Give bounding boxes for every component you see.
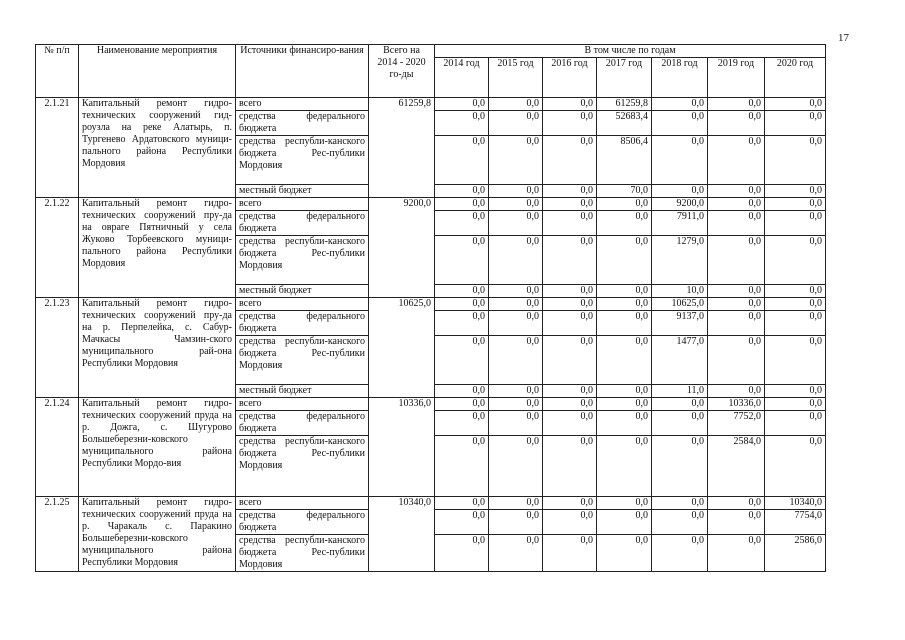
- row-number: 2.1.25: [36, 497, 79, 572]
- year-value: 7754,0: [765, 510, 826, 535]
- year-value: 0,0: [543, 211, 597, 236]
- year-value: 0,0: [597, 411, 652, 436]
- year-value: 0,0: [708, 236, 765, 285]
- year-value: 0,0: [543, 336, 597, 385]
- year-value: 0,0: [597, 298, 652, 311]
- year-value: 0,0: [435, 98, 489, 111]
- table-row: [36, 198, 826, 211]
- year-value: 0,0: [489, 136, 543, 185]
- year-value: 0,0: [765, 98, 826, 111]
- year-value: 0,0: [765, 311, 826, 336]
- year-value: 0,0: [543, 198, 597, 211]
- year-value: 0,0: [652, 436, 708, 497]
- year-value: 0,0: [597, 436, 652, 497]
- year-value: 0,0: [489, 185, 543, 198]
- funding-source: всего: [236, 497, 369, 510]
- year-value: 0,0: [489, 311, 543, 336]
- year-value: 0,0: [435, 111, 489, 136]
- year-value: 0,0: [435, 285, 489, 298]
- year-value: 10625,0: [652, 298, 708, 311]
- page-number: 17: [838, 32, 849, 44]
- funding-source: средства федерального бюджета: [236, 111, 369, 136]
- year-value: 0,0: [489, 436, 543, 497]
- row-number: 2.1.23: [36, 298, 79, 398]
- header-year: 2016 год: [543, 58, 597, 98]
- year-value: 0,0: [652, 497, 708, 510]
- header-source: Источники финансиро-вания: [236, 45, 369, 98]
- year-value: 0,0: [435, 385, 489, 398]
- year-value: 0,0: [765, 211, 826, 236]
- year-value: 0,0: [489, 385, 543, 398]
- budget-table: [35, 44, 826, 572]
- year-value: 0,0: [652, 185, 708, 198]
- funding-source: средства федерального бюджета: [236, 411, 369, 436]
- year-value: 0,0: [597, 535, 652, 572]
- year-value: 0,0: [435, 198, 489, 211]
- header-num: № п/п: [36, 45, 79, 98]
- year-value: 0,0: [765, 298, 826, 311]
- year-value: 2584,0: [708, 436, 765, 497]
- year-value: 0,0: [597, 311, 652, 336]
- funding-source: всего: [236, 298, 369, 311]
- total-value: 10340,0: [369, 497, 435, 572]
- year-value: 0,0: [489, 98, 543, 111]
- year-value: 0,0: [708, 136, 765, 185]
- total-value: 61259,8: [369, 98, 435, 198]
- year-value: 11,0: [652, 385, 708, 398]
- year-value: 0,0: [435, 298, 489, 311]
- year-value: 0,0: [708, 185, 765, 198]
- header-year: 2017 год: [597, 58, 652, 98]
- total-value: 10336,0: [369, 398, 435, 497]
- year-value: 0,0: [597, 198, 652, 211]
- year-value: 0,0: [435, 510, 489, 535]
- year-value: 8506,4: [597, 136, 652, 185]
- year-value: 0,0: [708, 98, 765, 111]
- year-value: 0,0: [652, 136, 708, 185]
- total-value: 10625,0: [369, 298, 435, 398]
- year-value: 0,0: [435, 236, 489, 285]
- year-value: 0,0: [543, 398, 597, 411]
- year-value: 0,0: [597, 236, 652, 285]
- funding-source: средства республи-канского бюджета Рес-публики Мордовия: [236, 136, 369, 185]
- year-value: 0,0: [708, 298, 765, 311]
- year-value: 0,0: [543, 298, 597, 311]
- year-value: 0,0: [435, 398, 489, 411]
- year-value: 0,0: [543, 510, 597, 535]
- year-value: 10340,0: [765, 497, 826, 510]
- year-value: 0,0: [489, 398, 543, 411]
- year-value: 0,0: [765, 336, 826, 385]
- year-value: 0,0: [489, 497, 543, 510]
- year-value: 0,0: [435, 311, 489, 336]
- year-value: 0,0: [489, 285, 543, 298]
- funding-source: средства республи-канского бюджета Рес-публики Мордовия: [236, 436, 369, 497]
- year-value: 0,0: [435, 436, 489, 497]
- year-value: 0,0: [765, 236, 826, 285]
- year-value: 0,0: [489, 236, 543, 285]
- year-value: 0,0: [652, 510, 708, 535]
- header-by-years: В том числе по годам: [435, 45, 826, 58]
- funding-source: всего: [236, 98, 369, 111]
- table-row: [36, 398, 826, 411]
- year-value: 0,0: [597, 285, 652, 298]
- header-year: 2019 год: [708, 58, 765, 98]
- year-value: 0,0: [543, 535, 597, 572]
- year-value: 9137,0: [652, 311, 708, 336]
- measure-name: Капитальный ремонт гидро-технических сооружений пруда на р. Дожга, с. Шугурово Большеберезни-ковского муниципального района Республики Мордо-вия: [79, 398, 236, 497]
- year-value: 0,0: [765, 285, 826, 298]
- year-value: 0,0: [765, 136, 826, 185]
- row-number: 2.1.22: [36, 198, 79, 298]
- year-value: 0,0: [597, 211, 652, 236]
- header-total: Всего на 2014 - 2020 го-ды: [369, 45, 435, 98]
- year-value: 0,0: [765, 398, 826, 411]
- funding-source: средства республи-канского бюджета Рес-публики Мордовия: [236, 535, 369, 572]
- year-value: 0,0: [489, 510, 543, 535]
- funding-source: местный бюджет: [236, 185, 369, 198]
- year-value: 0,0: [543, 98, 597, 111]
- year-value: 0,0: [708, 336, 765, 385]
- year-value: 0,0: [765, 111, 826, 136]
- year-value: 0,0: [489, 298, 543, 311]
- year-value: 0,0: [652, 411, 708, 436]
- year-value: 0,0: [543, 285, 597, 298]
- year-value: 0,0: [708, 198, 765, 211]
- header-year: 2015 год: [489, 58, 543, 98]
- year-value: 0,0: [489, 535, 543, 572]
- year-value: 0,0: [435, 411, 489, 436]
- year-value: 0,0: [652, 535, 708, 572]
- year-value: 0,0: [543, 136, 597, 185]
- year-value: 0,0: [765, 411, 826, 436]
- year-value: 0,0: [708, 510, 765, 535]
- funding-source: средства федерального бюджета: [236, 311, 369, 336]
- funding-source: всего: [236, 198, 369, 211]
- funding-source: средства федерального бюджета: [236, 211, 369, 236]
- year-value: 2586,0: [765, 535, 826, 572]
- year-value: 1279,0: [652, 236, 708, 285]
- header-year: 2020 год: [765, 58, 826, 98]
- funding-source: местный бюджет: [236, 385, 369, 398]
- year-value: 0,0: [489, 411, 543, 436]
- table-row: [36, 298, 826, 311]
- year-value: 0,0: [708, 385, 765, 398]
- year-value: 0,0: [489, 198, 543, 211]
- table-row: [36, 497, 826, 510]
- year-value: 0,0: [597, 497, 652, 510]
- year-value: 0,0: [597, 336, 652, 385]
- year-value: 0,0: [435, 136, 489, 185]
- year-value: 0,0: [652, 111, 708, 136]
- year-value: 0,0: [435, 185, 489, 198]
- year-value: 0,0: [765, 198, 826, 211]
- year-value: 0,0: [708, 211, 765, 236]
- table-body: [36, 98, 826, 572]
- total-value: 9200,0: [369, 198, 435, 298]
- year-value: 0,0: [708, 535, 765, 572]
- year-value: 0,0: [708, 111, 765, 136]
- year-value: 10,0: [652, 285, 708, 298]
- year-value: 1477,0: [652, 336, 708, 385]
- year-value: 0,0: [765, 436, 826, 497]
- year-value: 0,0: [489, 211, 543, 236]
- funding-source: всего: [236, 398, 369, 411]
- year-value: 10336,0: [708, 398, 765, 411]
- year-value: 0,0: [489, 336, 543, 385]
- row-number: 2.1.24: [36, 398, 79, 497]
- year-value: 0,0: [652, 98, 708, 111]
- year-value: 0,0: [543, 311, 597, 336]
- year-value: 0,0: [543, 385, 597, 398]
- measure-name: Капитальный ремонт гидро-технических сооружений пру-да на р. Перпелейка, с. Сабур-Мачкасы Чамзин-ского муниципального рай-она Республики Мордовия: [79, 298, 236, 398]
- year-value: 0,0: [597, 398, 652, 411]
- measure-name: Капитальный ремонт гидро-технических сооружений пруда на р. Чаракаль с. Паракино Большеберезни-ковского муниципального района Республики Мордовия: [79, 497, 236, 572]
- year-value: 0,0: [652, 398, 708, 411]
- year-value: 0,0: [435, 336, 489, 385]
- year-value: 7752,0: [708, 411, 765, 436]
- year-value: 0,0: [765, 185, 826, 198]
- year-value: 70,0: [597, 185, 652, 198]
- year-value: 0,0: [543, 185, 597, 198]
- measure-name: Капитальный ремонт гидро-технических сооружений гид-роузла на реке Алатырь, п. Тургенево Ардатовского муници-пального района Республики Мордовия: [79, 98, 236, 198]
- funding-source: средства республи-канского бюджета Рес-публики Мордовия: [236, 236, 369, 285]
- year-value: 0,0: [597, 510, 652, 535]
- header-name: Наименование мероприятия: [79, 45, 236, 98]
- year-value: 0,0: [597, 385, 652, 398]
- year-value: 0,0: [708, 311, 765, 336]
- header-year: 2018 год: [652, 58, 708, 98]
- year-value: 61259,8: [597, 98, 652, 111]
- year-value: 7911,0: [652, 211, 708, 236]
- year-value: 0,0: [543, 111, 597, 136]
- year-value: 0,0: [543, 497, 597, 510]
- year-value: 0,0: [435, 497, 489, 510]
- table-header: [36, 45, 826, 98]
- funding-source: средства республи-канского бюджета Рес-публики Мордовия: [236, 336, 369, 385]
- year-value: 9200,0: [652, 198, 708, 211]
- row-number: 2.1.21: [36, 98, 79, 198]
- year-value: 0,0: [543, 236, 597, 285]
- year-value: 0,0: [765, 385, 826, 398]
- measure-name: Капитальный ремонт гидро-технических сооружений пру-да на овраге Пятничный у села Жуково Торбеевского муници-пального района Республики Мордовия: [79, 198, 236, 298]
- table-row: [36, 98, 826, 111]
- year-value: 0,0: [708, 285, 765, 298]
- year-value: 0,0: [435, 535, 489, 572]
- year-value: 0,0: [708, 497, 765, 510]
- header-year: 2014 год: [435, 58, 489, 98]
- funding-source: средства федерального бюджета: [236, 510, 369, 535]
- year-value: 0,0: [435, 211, 489, 236]
- year-value: 0,0: [543, 411, 597, 436]
- funding-source: местный бюджет: [236, 285, 369, 298]
- year-value: 0,0: [543, 436, 597, 497]
- year-value: 0,0: [489, 111, 543, 136]
- year-value: 52683,4: [597, 111, 652, 136]
